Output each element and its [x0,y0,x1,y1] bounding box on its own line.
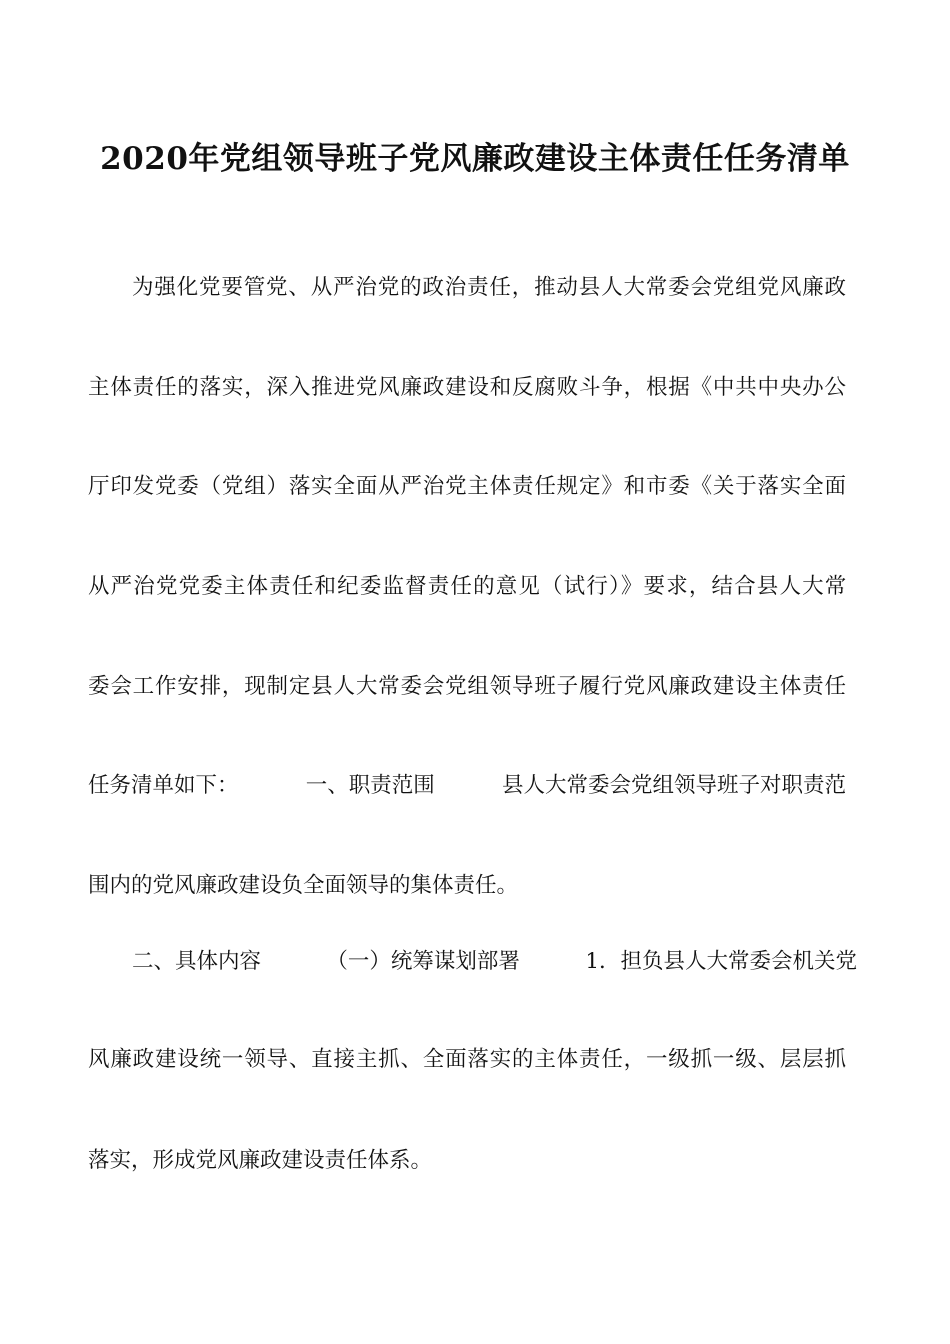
paragraph-line-7: 围内的党风廉政建设负全面领导的集体责任。 [88,873,519,898]
scope-text-start: 县人大常委会党组领导班子对职责范 [501,773,846,798]
item-1-start: 1．担负县人大常委会机关党 [585,949,857,974]
paragraph-line-9: 风廉政建设统一领导、直接主抓、全面落实的主体责任，一级抓一级、层层抓 [88,1047,847,1072]
paragraph-line-5: 委会工作安排，现制定县人大常委会党组领导班子履行党风廉政建设主体责任 [88,674,847,699]
paragraph-line-8 [132,951,857,973]
paragraph-line-3: 厅印发党委（党组）落实全面从严治党主体责任规定》和市委《关于落实全面 [88,474,847,499]
paragraph-line-10: 落实，形成党风廉政建设责任体系。 [88,1148,433,1173]
paragraph-line-6 [88,775,846,797]
document-title: 2020年党组领导班子党风廉政建设主体责任任务清单 [100,141,850,177]
paragraph-line-4: 从严治党党委主体责任和纪委监督责任的意见（试行）》要求，结合县人大常 [88,574,848,599]
paragraph-line-1: 为强化党要管党、从严治党的政治责任，推动县人大常委会党组党风廉政 [132,275,847,300]
subsection-heading-planning: （一）统筹谋划部署 [326,949,520,974]
paragraph-line-2: 主体责任的落实，深入推进党风廉政建设和反腐败斗争，根据《中共中央办公 [88,375,847,400]
section-heading-content: 二、具体内容 [132,949,262,974]
task-list-intro: 任务清单如下： [88,773,239,798]
section-heading-scope: 一、职责范围 [305,773,435,798]
